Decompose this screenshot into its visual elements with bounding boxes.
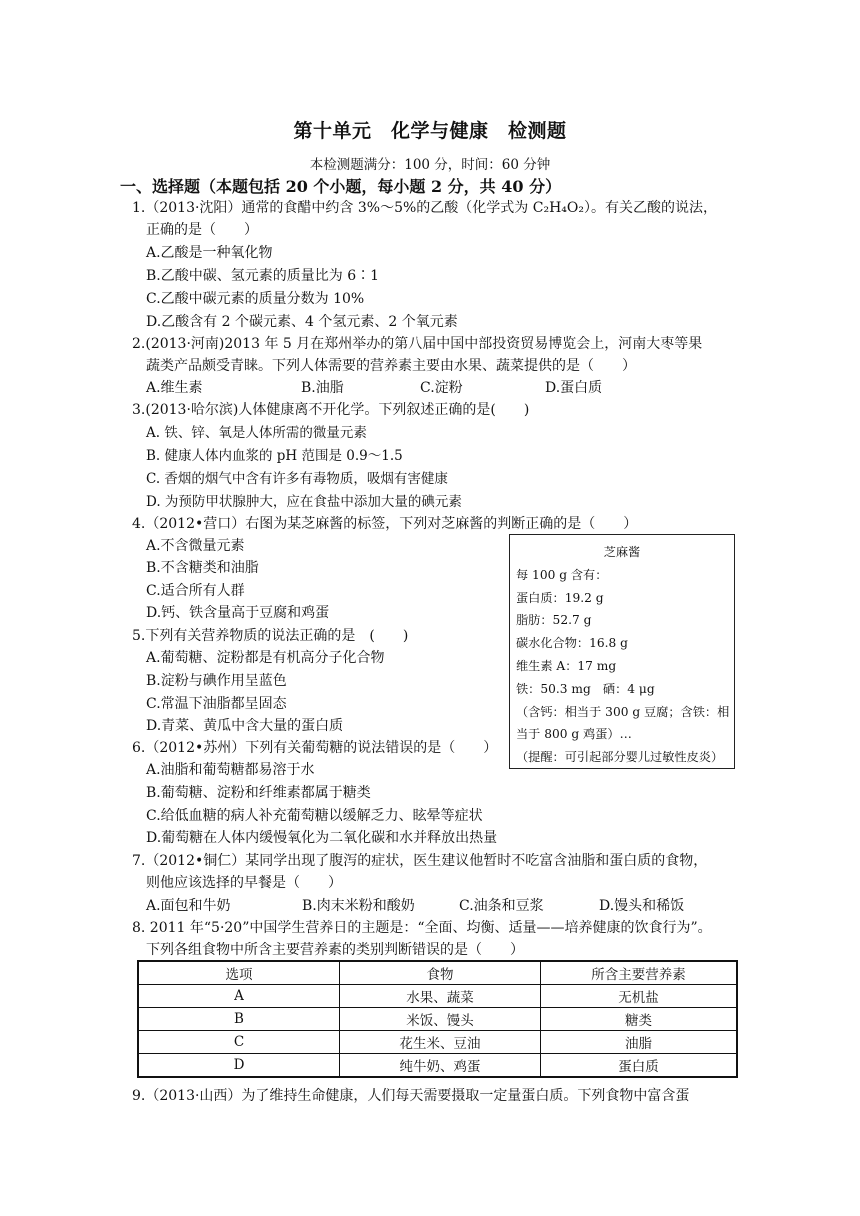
q5-stem: 5.下列有关营养物质的说法正确的是 ( ) — [132, 628, 409, 644]
q6-stem: 6.（2012•苏州）下列有关葡萄糖的说法错误的是（ ） — [132, 740, 498, 756]
q6-option-d: D.葡萄糖在人体内缓慢氧化为二氧化碳和水并释放出热量 — [146, 830, 498, 846]
table-row — [138, 985, 737, 1008]
table-cell: B — [138, 1008, 340, 1031]
q1-option-d: D.乙酸含有 2 个碳元素、4 个氢元素、2 个氧元素 — [146, 314, 458, 330]
q6-option-c: C.给低血糖的病人补充葡萄糖以缓解乏力、眩晕等症状 — [146, 808, 483, 824]
q9-stem: 9.（2013·山西）为了维持生命健康，人们每天需要摄取一定量蛋白质。下列食物中富含蛋 — [132, 1088, 690, 1104]
q3-option-c: C. 香烟的烟气中含有许多有毒物质，吸烟有害健康 — [146, 471, 448, 487]
exam-info: 本检测题满分：100 分，时间：60 分钟 — [309, 157, 551, 173]
table-cell: 油脂 — [541, 1031, 738, 1054]
table-row — [138, 1054, 737, 1078]
q7-option-d: D.馒头和稀饭 — [599, 898, 685, 914]
q5-option-d: D.青菜、黄瓜中含大量的蛋白质 — [146, 718, 344, 734]
q4-option-b: B.不含糖类和油脂 — [146, 560, 259, 576]
q7-option-c: C.油条和豆浆 — [459, 898, 544, 914]
label-title: 芝麻酱 — [603, 545, 641, 559]
q1-option-b: B.乙酸中碳、氢元素的质量比为 6∶1 — [146, 268, 380, 284]
q1-stem-cont: 正确的是（ ） — [146, 222, 258, 238]
page-title: 第十单元 化学与健康 检测题 — [293, 120, 567, 142]
q6-option-b: B.葡萄糖、淀粉和纤维素都属于糖类 — [146, 785, 371, 801]
table-cell: D — [138, 1054, 340, 1078]
table-cell: C — [138, 1031, 340, 1054]
q4-option-c: C.适合所有人群 — [146, 583, 245, 599]
q2-option-d: D.蛋白质 — [545, 380, 603, 396]
nutrition-label-box — [509, 534, 735, 769]
label-line: 蛋白质：19.2 g — [516, 590, 604, 605]
table-row — [138, 1008, 737, 1031]
table-cell: 米饭、馒头 — [340, 1008, 541, 1031]
q3-stem: 3.(2013·哈尔滨)人体健康离不开化学。下列叙述正确的是( ) — [132, 402, 530, 418]
q3-option-b: B. 健康人体内血浆的 pH 范围是 0.9～1.5 — [146, 448, 403, 464]
table-cell: 蛋白质 — [541, 1054, 738, 1078]
q7-stem: 7.（2012•铜仁）某同学出现了腹泻的症状，医生建议他暂时不吃富含油脂和蛋白质的食物， — [132, 853, 708, 869]
q1-option-c: C.乙酸中碳元素的质量分数为 10% — [146, 291, 365, 307]
label-line: 脂肪：52.7 g — [516, 613, 592, 628]
table-cell: 无机盐 — [541, 985, 738, 1008]
q4-option-a: A.不含微量元素 — [146, 538, 245, 554]
table-cell: 纯牛奶、鸡蛋 — [340, 1054, 541, 1078]
label-line: 当于 800 g 鸡蛋）… — [516, 727, 632, 742]
q2-option-c: C.淀粉 — [420, 380, 463, 396]
q5-option-a: A.葡萄糖、淀粉都是有机高分子化合物 — [146, 650, 385, 666]
q1-option-a: A.乙酸是一种氧化物 — [146, 245, 273, 261]
table-cell: 糖类 — [541, 1008, 738, 1031]
q6-option-a: A.油脂和葡萄糖都易溶于水 — [146, 762, 315, 778]
label-line: （含钙：相当于 300 g 豆腐；含铁：相 — [516, 704, 730, 719]
table-header-row — [138, 961, 737, 985]
q7-stem-cont: 则他应该选择的早餐是（ ） — [146, 875, 342, 891]
q8-table — [137, 960, 738, 1078]
table-header-cell: 食物 — [340, 961, 541, 985]
q1-stem: 1.（2013·沈阳）通常的食醋中约含 3%～5%的乙酸（化学式为 C₂H₄O₂）。有关乙酸的说法， — [132, 200, 717, 216]
q4-stem: 4.（2012•营口）右图为某芝麻酱的标签，下列对芝麻酱的判断正确的是（ ） — [132, 516, 638, 532]
table-header-cell: 选项 — [138, 961, 340, 985]
label-line: （提醒：可引起部分婴儿过敏性皮炎） — [516, 750, 724, 765]
q4-option-d: D.钙、铁含量高于豆腐和鸡蛋 — [146, 605, 330, 621]
table-cell: 水果、蔬菜 — [340, 985, 541, 1008]
section-heading: 一、选择题（本题包括 20 个小题，每小题 2 分，共 40 分） — [120, 177, 562, 196]
q3-option-a: A. 铁、锌、氧是人体所需的微量元素 — [146, 425, 367, 441]
table-cell: 花生米、豆油 — [340, 1031, 541, 1054]
q7-option-b: B.肉末米粉和酸奶 — [302, 898, 415, 914]
label-line: 碳水化合物：16.8 g — [516, 636, 628, 651]
table-header-cell: 所含主要营养素 — [541, 961, 738, 985]
q8-stem: 8. 2011 年“5·20”中国学生营养日的主题是：“全面、均衡、适量——培养健康的饮食行为”。 — [132, 920, 712, 936]
table-cell: A — [138, 985, 340, 1008]
q7-option-a: A.面包和牛奶 — [146, 898, 231, 914]
q2-option-b: B.油脂 — [301, 380, 344, 396]
q3-option-d: D. 为预防甲状腺肿大，应在食盐中添加大量的碘元素 — [146, 494, 462, 510]
table-row — [138, 1031, 737, 1054]
q2-option-a: A.维生素 — [146, 380, 203, 396]
q8-stem-cont: 下列各组食物中所含主要营养素的类别判断错误的是（ ） — [146, 942, 524, 958]
q5-option-c: C.常温下油脂都呈固态 — [146, 696, 287, 712]
q5-option-b: B.淀粉与碘作用呈蓝色 — [146, 673, 287, 689]
q2-stem: 2.(2013·河南)2013 年 5 月在郑州举办的第八届中国中部投资贸易博览会上，河南大枣等果 — [132, 336, 703, 352]
label-line: 维生素 A：17 mg — [516, 658, 617, 673]
label-line: 每 100 g 含有： — [516, 567, 608, 582]
label-line: 铁：50.3 mg 硒：4 μg — [516, 681, 655, 696]
q2-stem-cont: 蔬类产品颇受青睐。下列人体需要的营养素主要由水果、蔬菜提供的是（ ） — [146, 358, 636, 374]
